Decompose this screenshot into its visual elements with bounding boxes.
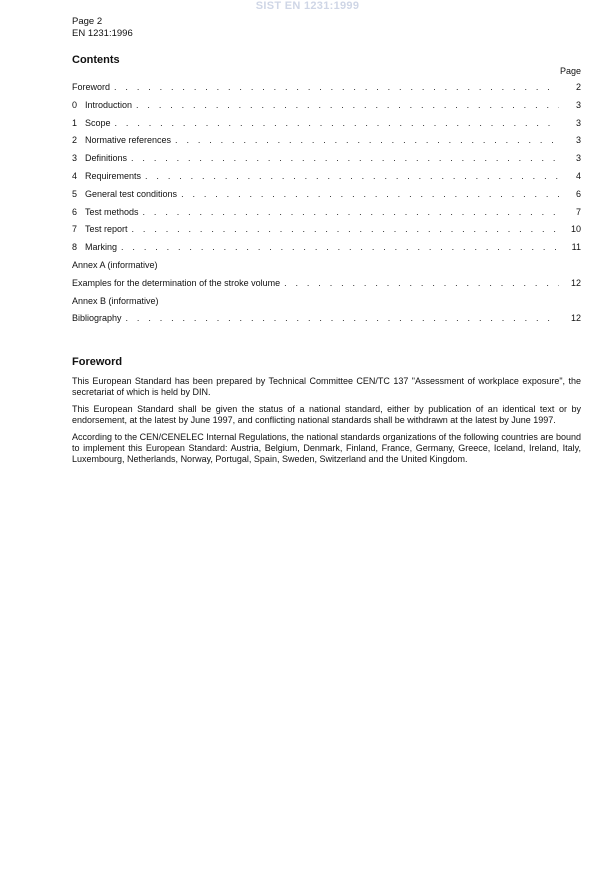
toc-entry-label: Bibliography bbox=[72, 313, 122, 324]
toc-entry-page: 10 bbox=[570, 224, 581, 235]
foreword-paragraph: According to the CEN/CENELEC Internal Regulations, the national standards organizations of the following countries are bound to implement this European Standard: Austria, Belgium, Denmark, Finland, France, Germany, Greece, Iceland, Ireland, Italy, Luxembourg, Netherlands, Norway, Portugal, Spain, Sweden, Switzerland and the United Kingdom. bbox=[72, 431, 581, 465]
toc-entry[interactable] bbox=[72, 242, 581, 260]
foreword-body bbox=[72, 376, 581, 471]
toc-entry-page: 3 bbox=[575, 99, 581, 110]
toc-leader-dots bbox=[114, 82, 559, 92]
toc-entry-page: 6 bbox=[575, 188, 581, 199]
toc-entry[interactable] bbox=[72, 153, 581, 171]
toc-leader-dots bbox=[132, 224, 559, 234]
foreword-heading: Foreword bbox=[72, 356, 123, 368]
toc-entry[interactable] bbox=[72, 313, 581, 331]
page-number: Page 2 bbox=[72, 16, 103, 27]
toc-leader-dots bbox=[284, 278, 559, 288]
watermark: SIST EN 1231:1999 bbox=[255, 0, 360, 12]
table-of-contents bbox=[72, 82, 581, 331]
toc-entry-page: 4 bbox=[575, 170, 581, 181]
toc-leader-dots bbox=[131, 153, 559, 163]
toc-leader-dots bbox=[121, 242, 559, 252]
toc-leader-dots bbox=[126, 313, 559, 323]
toc-entry-label: Test report bbox=[85, 224, 128, 235]
toc-entry-label: Test methods bbox=[85, 206, 139, 217]
toc-entry[interactable] bbox=[72, 118, 581, 136]
toc-entry-number: 2 bbox=[72, 135, 78, 146]
toc-entry-label: Annex A (informative) bbox=[72, 259, 158, 270]
toc-entry-number: 7 bbox=[72, 224, 78, 235]
toc-entry[interactable] bbox=[72, 260, 581, 278]
toc-entry[interactable] bbox=[72, 224, 581, 242]
toc-entry-label: Foreword bbox=[72, 82, 111, 92]
standard-id: EN 1231:1996 bbox=[72, 28, 133, 39]
toc-leader-dots bbox=[175, 135, 559, 145]
toc-entry-label: Examples for the determination of the stroke volume bbox=[72, 277, 281, 288]
toc-entry-number: 8 bbox=[72, 242, 78, 253]
toc-entry-page: 11 bbox=[571, 242, 581, 253]
page-header bbox=[72, 16, 133, 40]
toc-entry[interactable] bbox=[72, 82, 581, 100]
toc-entry-label: Normative references bbox=[85, 135, 172, 146]
toc-entry-number: 4 bbox=[72, 170, 78, 181]
toc-entry[interactable] bbox=[72, 189, 581, 207]
toc-entry-number: 0 bbox=[72, 99, 78, 110]
toc-entry-label: Annex B (informative) bbox=[72, 295, 159, 306]
toc-entry-number: 6 bbox=[72, 206, 78, 217]
toc-entry-label: Definitions bbox=[85, 153, 128, 164]
toc-leader-dots bbox=[136, 100, 559, 110]
foreword-paragraph: This European Standard has been prepared by Technical Committee CEN/TC 137 "Assessment of workplace exposure", the secretariat of which is held by DIN. bbox=[72, 376, 581, 398]
toc-entry-label: Marking bbox=[85, 242, 118, 253]
toc-entry-page: 3 bbox=[575, 117, 581, 128]
toc-entry[interactable] bbox=[72, 207, 581, 225]
toc-entry-page: 3 bbox=[575, 153, 581, 164]
toc-leader-dots bbox=[145, 171, 559, 181]
toc-entry[interactable] bbox=[72, 278, 581, 296]
toc-leader-dots bbox=[115, 118, 559, 128]
toc-entry-label: Scope bbox=[85, 117, 111, 128]
toc-leader-dots bbox=[181, 189, 559, 199]
toc-entry-page: 3 bbox=[575, 135, 581, 146]
toc-entry[interactable] bbox=[72, 171, 581, 189]
toc-entry-label: Requirements bbox=[85, 170, 142, 181]
toc-entry[interactable] bbox=[72, 296, 581, 314]
toc-entry-page: 12 bbox=[570, 313, 581, 324]
foreword-paragraph: This European Standard shall be given the status of a national standard, either by publication of an identical text or by endorsement, at the latest by June 1997, and conflicting national standards shall be withdrawn at the latest by June 1997. bbox=[72, 403, 581, 426]
toc-entry-label: General test conditions bbox=[85, 188, 178, 199]
toc-entry[interactable] bbox=[72, 100, 581, 118]
toc-entry-number: 3 bbox=[72, 153, 78, 164]
toc-entry-label: Introduction bbox=[85, 99, 133, 110]
toc-entry-page: 7 bbox=[575, 206, 581, 217]
toc-entry-page: 2 bbox=[575, 82, 581, 92]
toc-entry-number: 1 bbox=[72, 117, 78, 128]
toc-leader-dots bbox=[143, 207, 559, 217]
toc-entry-number: 5 bbox=[72, 188, 78, 199]
toc-entry[interactable] bbox=[72, 135, 581, 153]
contents-heading: Contents bbox=[72, 54, 120, 66]
toc-entry-page: 12 bbox=[570, 277, 581, 288]
page-column-label: Page bbox=[559, 66, 581, 76]
